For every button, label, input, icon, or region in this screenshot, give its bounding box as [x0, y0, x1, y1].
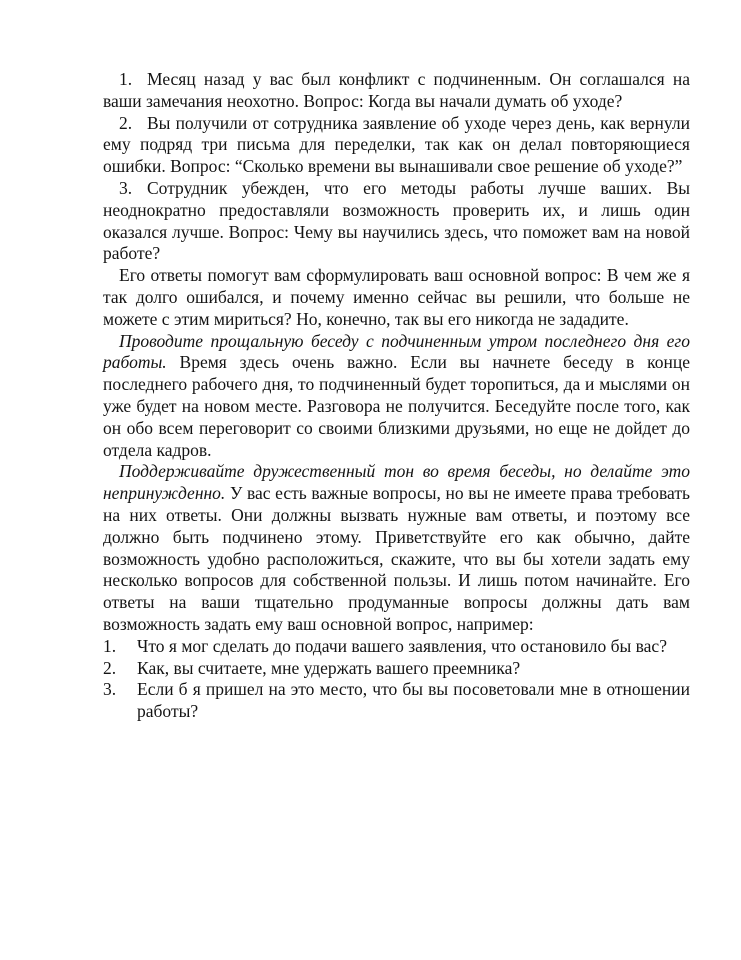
morning-conversation-paragraph [103, 331, 690, 462]
paragraph-text: Месяц назад у вас был конфликт с подчиненным. Он соглашался на ваши замечания неохотно. Вопрос: Когда вы начали думать об уходе? [103, 69, 690, 111]
answers-paragraph: Его ответы помогут вам сформулировать ваш основной вопрос: В чем же я так долго ошибался, и почему именно сейчас вы решили, что больше не можете с этим мириться? Но, конечно, так вы его никогда не зададите. [103, 265, 690, 329]
paragraph-number: 1. [119, 69, 133, 89]
list-item-number: 1. [103, 635, 117, 656]
list-item-number: 3. [103, 679, 117, 700]
list-item-text: Как, вы считаете, мне удержать вашего преемника? [137, 657, 521, 678]
list-item [103, 658, 690, 680]
italic-lead-sentence: Поддерживайте дружественный тон во время беседы, но делайте это непринужденно. [103, 461, 690, 504]
paragraph-text: У вас есть важные вопросы, но вы не имеете права требовать на них ответы. Они должны вызвать нужные вам ответы, и поэтому все должно быть подчинено этому. Приветствуйте его как обычно, дайте возможность удобно расположиться, скажите, что вы бы хотели задать ему несколько вопросов для собственной пользы. И лишь потом начинайте. Его ответы на ваши тщательно продуманные вопросы должны дать вам возможность задать ему ваш основной вопрос, например: [103, 483, 690, 634]
paragraph-number: 2. [119, 112, 133, 133]
friendly-tone-paragraph [103, 461, 690, 635]
list-item [103, 679, 690, 723]
numbered-paragraph-2 [103, 113, 690, 178]
paragraph-number: 3. [119, 177, 133, 198]
numbered-paragraph-1 [103, 69, 690, 113]
example-questions-list [103, 636, 690, 723]
numbered-paragraph-3 [103, 178, 690, 265]
list-item-text: Что я мог сделать до подачи вашего заявления, что остановило бы вас? [137, 635, 667, 656]
list-item-number: 2. [103, 657, 117, 678]
paragraph-text: Время здесь очень важно. Если вы начнете беседу в конце последнего рабочего дня, то подчиненный будет торопиться, да и мыслями он уже будет на новом месте. Разговора не получится. Беседуйте после того, как он обо всем переговорит со своими близкими друзьями, но еще не дойдет до отдела кадров. [103, 352, 690, 460]
italic-lead-sentence: Проводите прощальную беседу с подчиненным утром последнего дня его работы. [103, 330, 690, 373]
paragraph-text: Сотрудник убежден, что его методы работы лучше ваших. Вы неоднократно предоставляли возможность проверить их, и лишь один оказался лучше. Вопрос: Чему вы научились здесь, что поможет вам на новой работе? [103, 177, 690, 264]
list-item-text: Если б я пришел на это место, что бы вы посоветовали мне в отношении работы? [137, 679, 690, 722]
paragraph-text: Вы получили от сотрудника заявление об уходе через день, как вернули ему подряд три письма для переделки, так как он делал повторяющиеся ошибки. Вопрос: “Сколько времени вы вынашивали свое решение об уходе?” [103, 112, 690, 177]
document-page [103, 69, 690, 723]
list-item [103, 636, 690, 658]
